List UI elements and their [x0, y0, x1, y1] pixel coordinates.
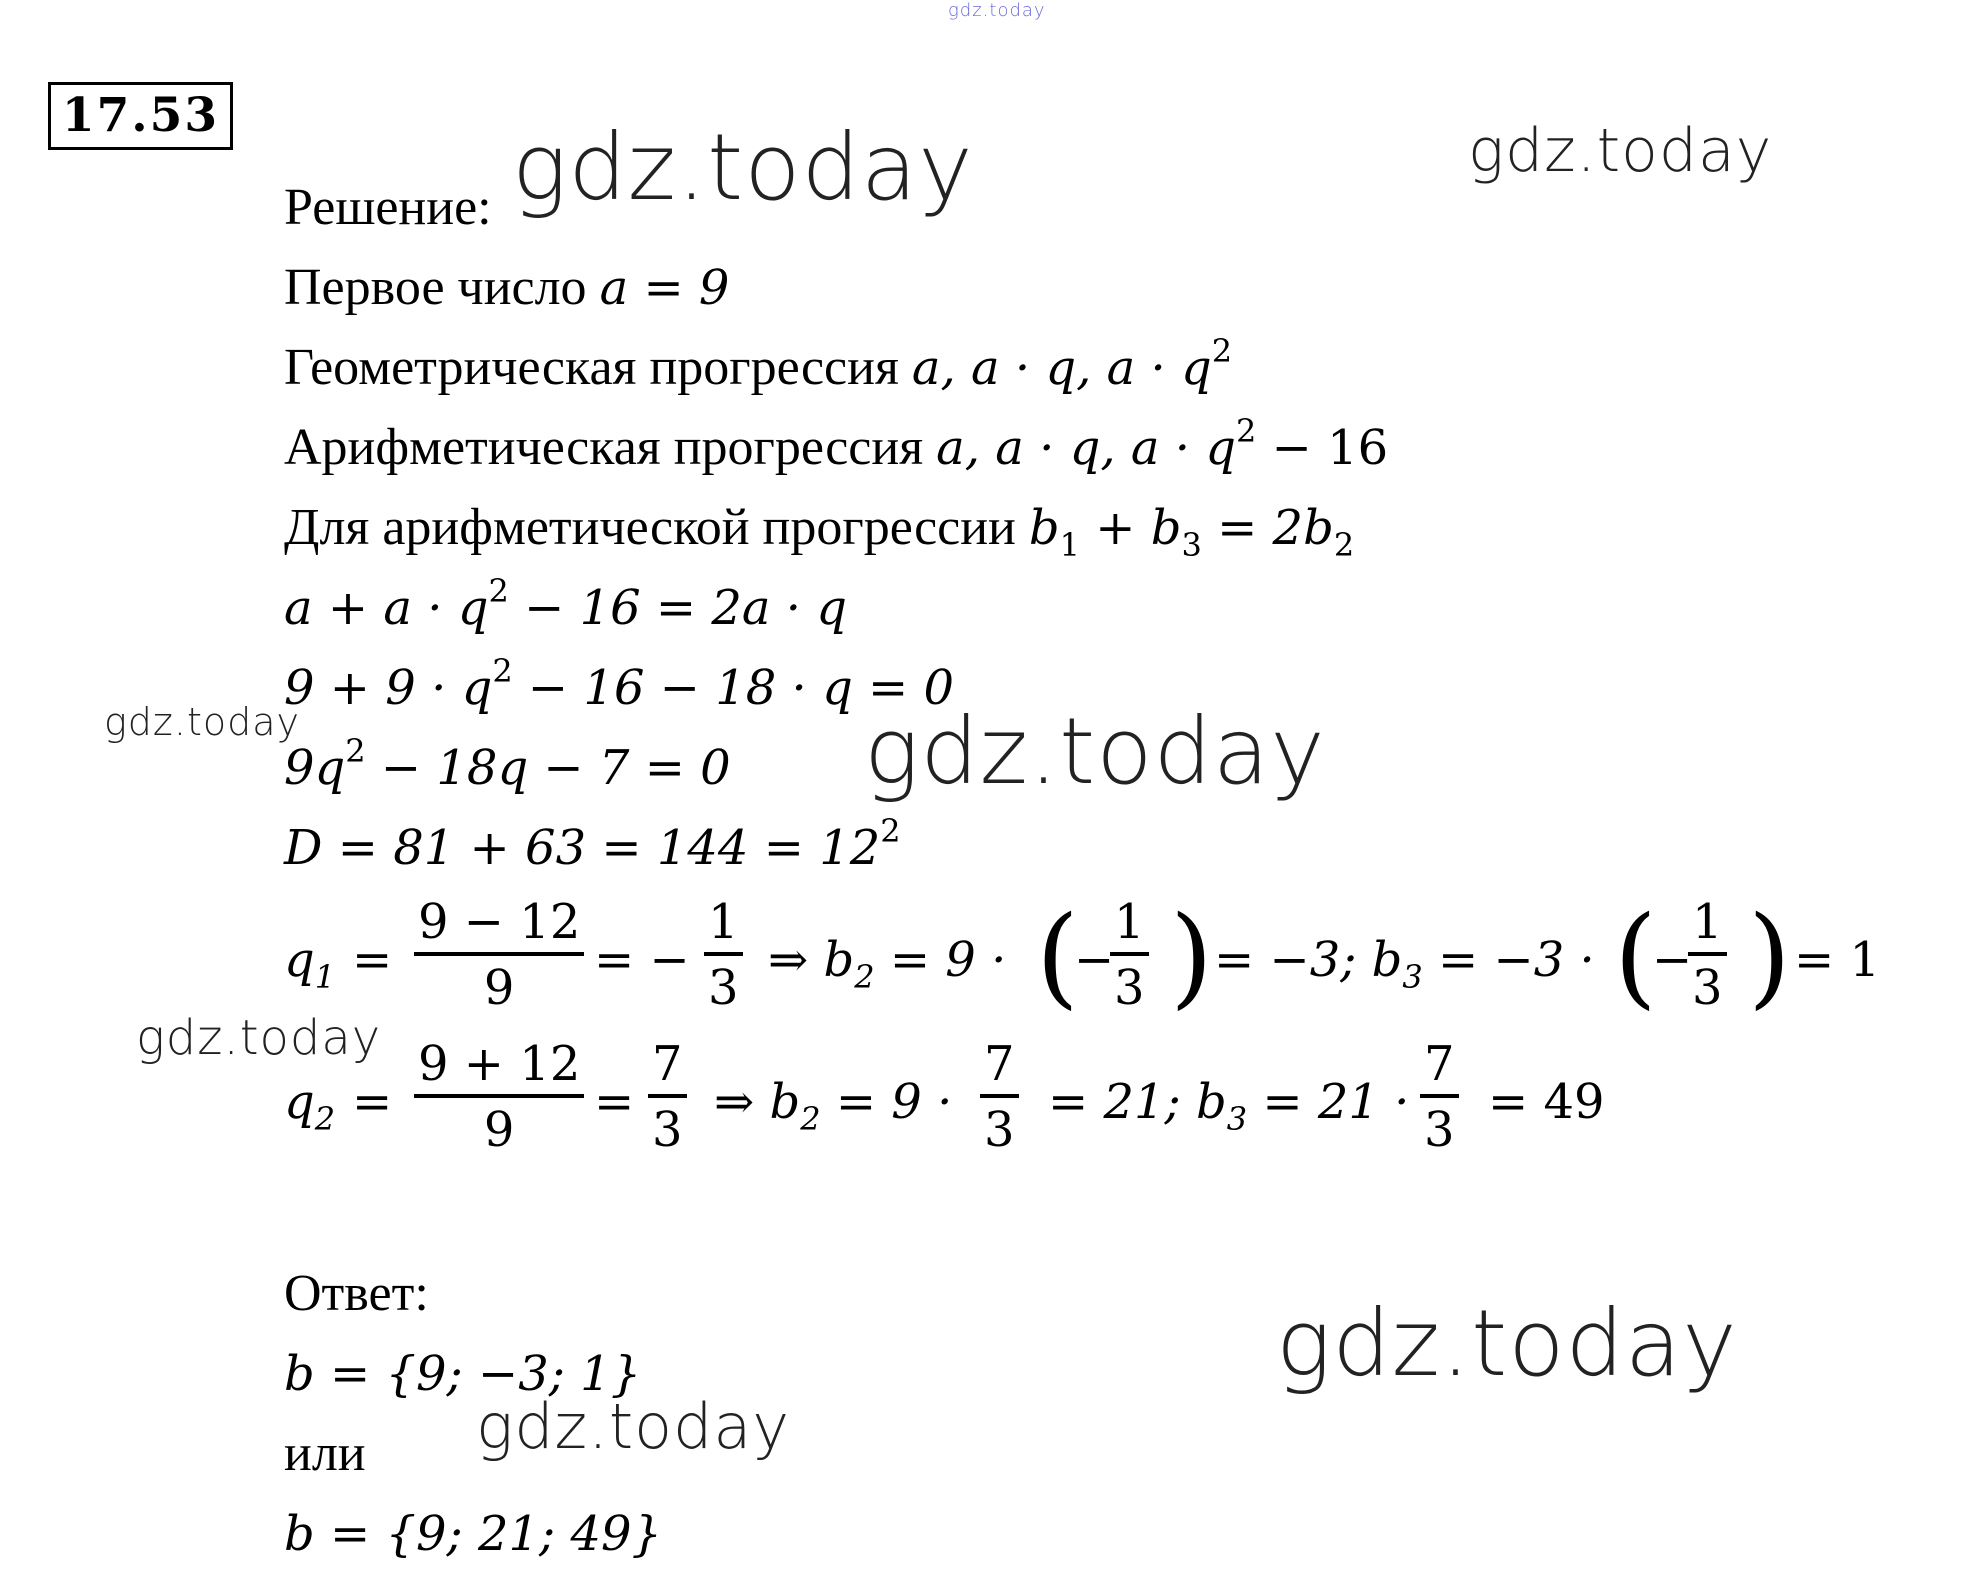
b2-subscript: 2: [1333, 526, 1355, 564]
answer-2: [284, 1502, 662, 1566]
q1-paren-open-1: (: [1036, 892, 1079, 1020]
first-number-math: a = 9: [599, 260, 730, 316]
answer-or: [284, 1422, 366, 1486]
square-exponent: 2: [492, 652, 513, 690]
geometric-text: Геометрическая прогрессия: [284, 339, 912, 396]
answer-1-math: b = {9; −3; 1}: [284, 1346, 642, 1402]
arithmetic-property-text: Для арифметической прогрессии: [284, 499, 1029, 556]
watermark-2: gdz.today: [1468, 116, 1773, 186]
equation-1-b: − 16 = 2a · q: [508, 580, 848, 636]
q2-row: [284, 1034, 1684, 1174]
q2-fraction-3: $\frac{7}{3}$: [980, 1034, 1019, 1162]
q1-fraction-1: $\frac{9 - 12}{9}$: [414, 892, 584, 1020]
b3-subscript: 3: [1181, 526, 1202, 564]
q2-b3: = 21; $b_3 = 21$ ·: [1048, 1074, 1410, 1138]
q1-row: [284, 892, 1884, 1032]
q1-minus-2: −: [1652, 932, 1693, 988]
b1-symbol: b: [1028, 500, 1060, 556]
equation-2: [284, 652, 955, 720]
square-exponent: 2: [488, 572, 509, 610]
equation-1: [284, 572, 848, 640]
square-exponent: 2: [1211, 332, 1233, 370]
equation-3: [284, 732, 731, 800]
q1-paren-open-2: (: [1614, 892, 1657, 1020]
equation-3-b: − 18q − 7 = 0: [365, 740, 731, 796]
arithmetic-math-a: a, a · q, a · q: [936, 420, 1237, 476]
discriminant-line: [284, 812, 901, 880]
arithmetic-property-line: [284, 496, 1355, 564]
square-exponent: 2: [1236, 412, 1257, 450]
equation-2-b: − 16 − 18 · q = 0: [512, 660, 955, 716]
watermark-3: gdz.today: [104, 700, 300, 744]
equation-2-a: 9 + 9 · q: [284, 660, 493, 716]
discriminant-math: D = 81 + 63 = 144 = 12: [284, 820, 881, 876]
solution-label: Решение:: [284, 179, 492, 236]
q2-mid: =: [594, 1074, 635, 1130]
first-number-line: [284, 256, 729, 320]
solution-heading: [284, 176, 492, 240]
q1-symbol: $q_1$: [284, 932, 336, 996]
square-exponent: 2: [880, 812, 901, 850]
problem-number: 17.53: [48, 82, 233, 150]
q1-mid: = −: [594, 932, 690, 988]
q2-symbol: $q_2$: [284, 1074, 336, 1138]
q1-fraction-2: $\frac{1}{3}$: [704, 892, 743, 1020]
geometric-math: a, a · q, a · q: [911, 340, 1212, 396]
q1-fraction-4: $\frac{1}{3}$: [1688, 892, 1727, 1020]
arithmetic-text: Арифметическая прогрессия: [284, 419, 937, 476]
q2-fraction-4: $\frac{7}{3}$: [1420, 1034, 1459, 1162]
watermark-4: gdz.today: [864, 698, 1326, 805]
q1-eq: =: [352, 932, 393, 988]
answer-label-text: Ответ:: [284, 1265, 429, 1322]
q2-end: = 49: [1488, 1074, 1605, 1130]
geometric-line: [284, 332, 1233, 400]
q1-paren-close-1: ): [1170, 892, 1213, 1020]
first-number-text: Первое число: [284, 259, 600, 316]
q2-fraction-2: $\frac{7}{3}$: [648, 1034, 687, 1162]
q2-fraction-1: $\frac{9 + 12}{9}$: [414, 1034, 584, 1162]
q1-paren-close-2: ): [1748, 892, 1791, 1020]
watermark-5: gdz.today: [136, 1010, 382, 1066]
watermark-1: gdz.today: [512, 114, 974, 221]
square-exponent: 2: [345, 732, 366, 770]
q1-fraction-3: $\frac{1}{3}$: [1110, 892, 1149, 1020]
answer-label: [284, 1262, 429, 1326]
b1-subscript: 1: [1059, 526, 1080, 564]
q1-end: = 1: [1794, 932, 1881, 988]
watermark-7: gdz.today: [476, 1390, 791, 1463]
q1-b2: ⇒ $b_2 = 9$ ·: [768, 932, 1007, 996]
q2-eq: =: [352, 1074, 393, 1130]
equation-1-a: a + a · q: [284, 580, 489, 636]
q1-minus-1: −: [1074, 932, 1115, 988]
watermark-6: gdz.today: [1276, 1290, 1738, 1397]
b3-symbol: + b: [1079, 500, 1182, 556]
equation-3-a: 9q: [284, 740, 346, 796]
arithmetic-math-b: − 16: [1256, 420, 1389, 476]
b2-symbol: = 2b: [1201, 500, 1334, 556]
q2-b2: ⇒ $b_2 = 9$ ·: [714, 1074, 953, 1138]
arithmetic-line: [284, 412, 1389, 480]
header-watermark: gdz.today: [948, 0, 1046, 21]
answer-2-math: b = {9; 21; 49}: [284, 1506, 663, 1562]
answer-or-text: или: [284, 1425, 366, 1482]
q1-b3: = −3; $b_3 = -3$ ·: [1214, 932, 1595, 996]
